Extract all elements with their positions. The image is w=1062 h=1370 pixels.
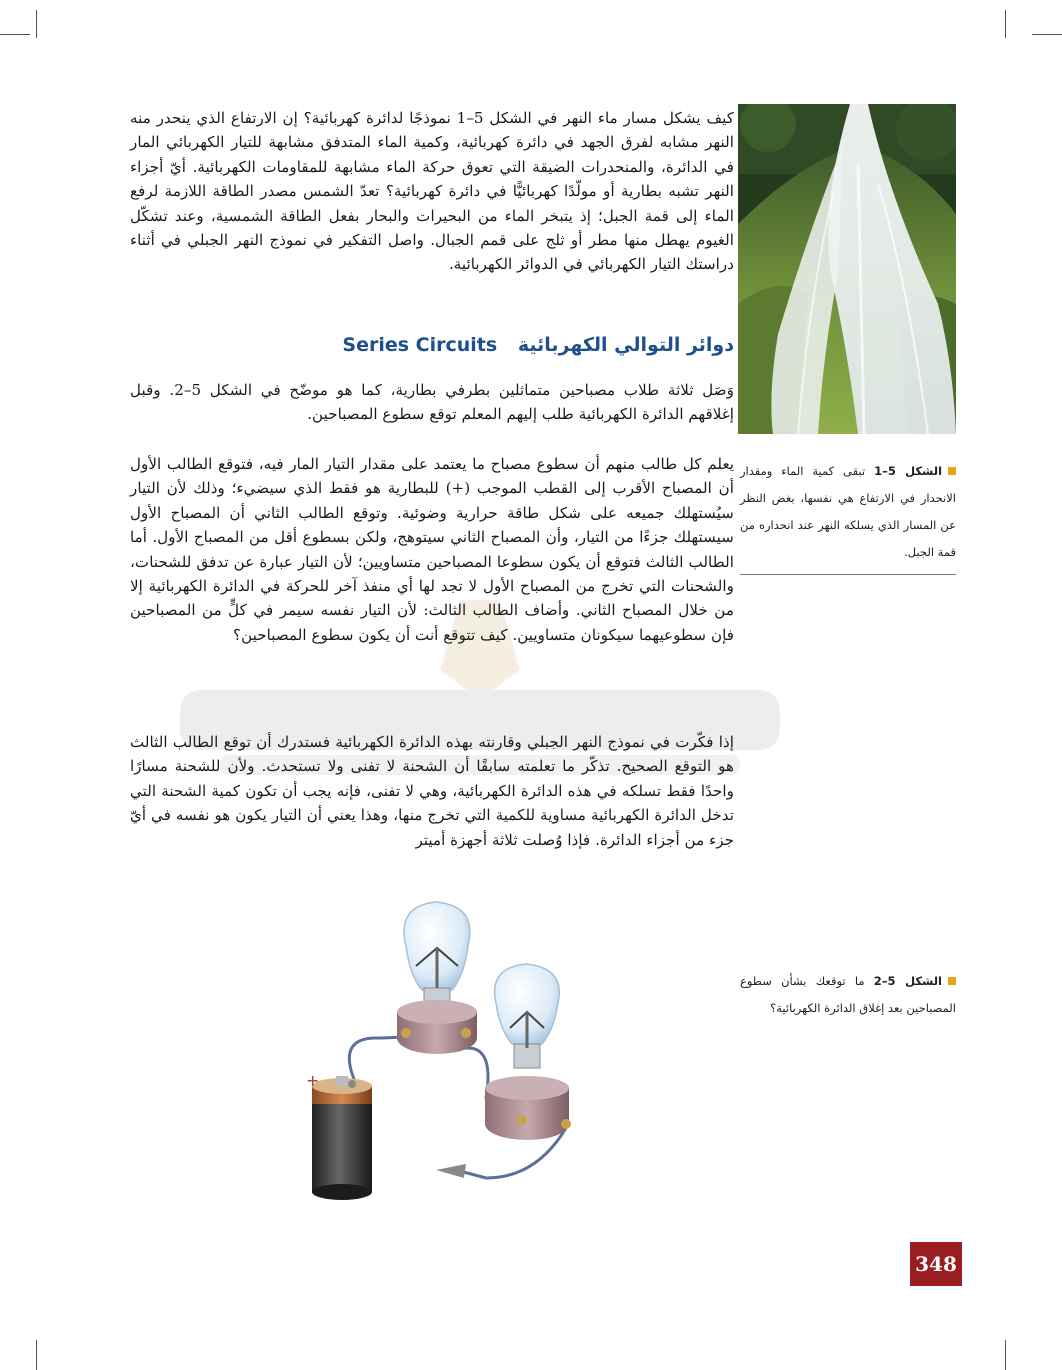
crop-mark <box>1032 34 1062 35</box>
section-heading <box>290 334 734 368</box>
figure2-caption <box>740 968 956 1022</box>
crop-mark <box>1005 1340 1034 1370</box>
intro-paragraph: كيف يشكل مسار ماء النهر في الشكل 5–1 نموذجًا لدائرة كهربائية؟ إن الارتفاع الذي ينحدر منه النهر مشابه لفرق الجهد في دائرة كهربائية، وكمية الماء المتدفق مشابهة للتيار الكهربائي المار في الدائرة، والمنحدرات الضيقة التي تعوق حركة الماء مشابهة للمقاومات الكهربائية. أيّ أجزاء النهر تشبه بطارية أو مولّدًا كهربائيًّا في دائرة كهربائية؟ تعدّ الشمس مصدر الطاقة اللازمة لرفع الماء إلى قمة الجبل؛ إذ يتبخر الماء من البحيرات والبحار بفعل الطاقة الشمسية، وعند تشكّل الغيوم يهطل منها مطر أو ثلج على قمم الجبال. واصل التفكير في نموذج النهر الجبلي في أثناء دراستك التيار الكهربائي في الدوائر الكهربائية. <box>130 109 734 274</box>
figure2-label: الشكل 5–2 <box>873 974 943 988</box>
students-paragraph: وَصَل ثلاثة طلاب مصباحين متماثلين بطرفي بطارية، كما هو موضّح في الشكل 5–2. وقبل إغلاقهم الدائرة الكهربائية طلب إليهم المعلم توقع سطوع المصباحين. <box>130 381 735 424</box>
river-model-paragraph: إذا فكّرت في نموذج النهر الجبلي وقارنته بهذه الدائرة الكهربائية فستدرك أن توقع الطالب الثالث هو التوقع الصحيح. تذكّر ما تعلمته سابقًا أن الشحنة لا تفنى ولا تستحدث. ولأن للشحنة مسارًا واحدًا فقط تسلكه في هذه الدائرة الكهربائية، وهي لا تفنى، فإنه يجب أن تكون كمية الشحنة التي تدخل الدائرة الكهربائية مساوية للكمية التي تخرج منها، وهذا يعني أن التيار يكون هو نفسه في أيّ جزء من أجزاء الدائرة. فإذا وُصلت ثلاثة أجهزة أميتر <box>130 733 734 849</box>
battery-plus-sign: + <box>306 1071 320 1090</box>
figure2-text: ما توقعك بشأن سطوع المصباحين بعد إغلاق الدائرة الكهربائية؟ <box>740 974 956 1015</box>
section-heading-ar: دوائر التوالي الكهربائية <box>517 334 734 356</box>
caption-square-icon <box>948 467 956 475</box>
section-heading-en: Series Circuits <box>342 334 498 356</box>
waterfall-photo <box>738 104 956 434</box>
figure1-caption <box>740 458 956 566</box>
crop-mark <box>36 1340 65 1370</box>
figure1-label: الشكل 5–1 <box>874 464 943 478</box>
crop-mark <box>1005 10 1034 38</box>
circuit-illustration <box>296 888 636 1204</box>
predictions-paragraph: يعلم كل طالب منهم أن سطوع مصباح ما يعتمد على مقدار التيار المار فيه، فتوقع الطالب الأول أن المصباح الأقرب إلى القطب الموجب (+) للبطارية هو فقط الذي سيضيء؛ وذلك لأن التيار سيُستهلك جميعه على شكل طاقة حرارية وضوئية. وتوقع الطالب الثاني أن المصباح الأول سيستهلك جزءًا من التيار، وأن المصباح الثاني سيتوهج، ولكن بسطوع أقل من المصباح الأول. أما الطالب الثالث فتوقع أن يكون سطوعا المصباحين متساويين؛ لأن التيار عبارة عن تدفق للشحنات، والشحنات التي تخرج من المصباح الأول لا تجد لها أي منفذ آخر للحركة في الدائرة الكهربائية إلا من خلال المصباح الثاني. وأضاف الطالب الثالث: لأن التيار نفسه سيمر في كلٍّ من المصباحين فإن سطوعيهما سيكونان متساويين. كيف تتوقع أنت أن يكون سطوع المصباحين؟ <box>130 455 734 644</box>
page-number: 348 <box>910 1242 962 1286</box>
caption-square-icon <box>948 977 956 985</box>
caption-divider <box>740 574 956 575</box>
figure1-text: تبقى كمية الماء ومقدار الانحدار في الارتفاع هي نفسها، بغض النظر عن المسار الذي يسلكه النهر عند انحداره من قمة الجبل. <box>740 464 956 559</box>
crop-mark <box>0 34 30 35</box>
